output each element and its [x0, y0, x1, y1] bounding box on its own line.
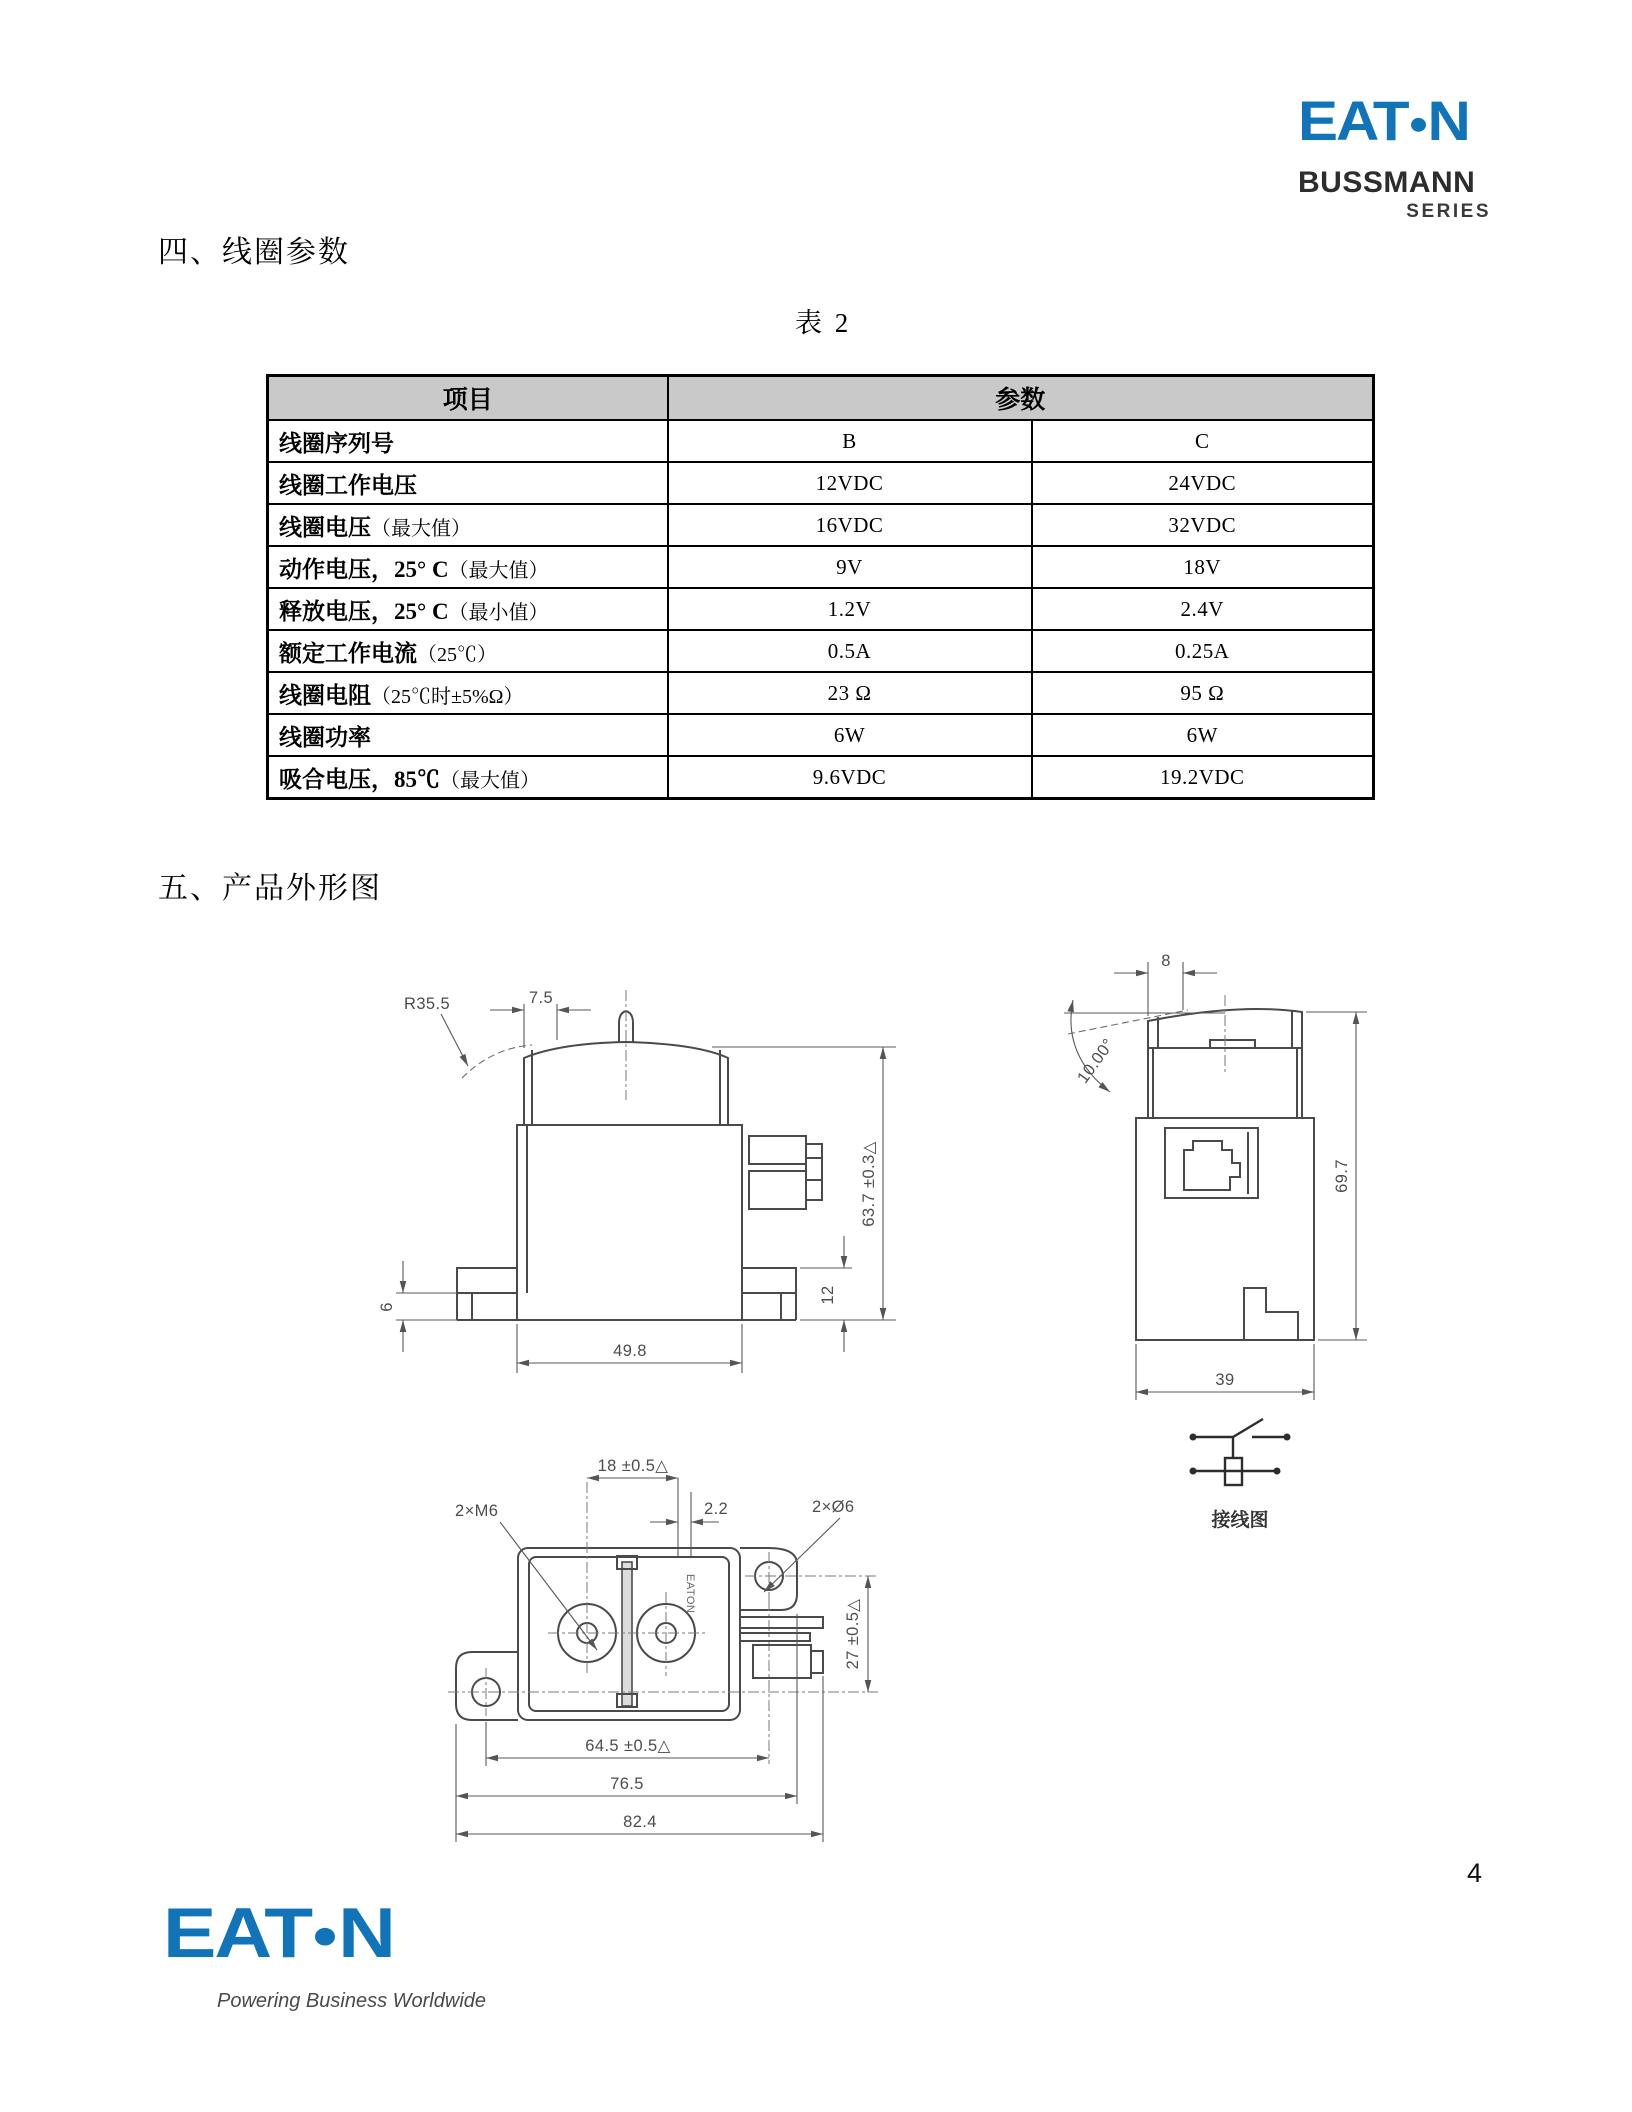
dim-hole: 2×Ø6 — [812, 1498, 855, 1516]
body-brand-mark: EATON — [684, 1574, 696, 1614]
dim-thread: 2×M6 — [455, 1502, 499, 1520]
value-cell-c: 19.2VDC — [1032, 756, 1374, 799]
dim-base-width: 39 — [1215, 1371, 1235, 1389]
table-caption: 表 2 — [795, 308, 852, 338]
table-row — [268, 546, 1374, 588]
value-cell-b: B — [668, 420, 1032, 462]
eaton-tagline: Powering Business Worldwide — [217, 1990, 487, 2012]
dim-height: 63.7 ±0.3△ — [860, 1141, 878, 1227]
value-cell-b: 6W — [668, 714, 1032, 756]
dim-total-span: 82.4 — [623, 1813, 657, 1831]
dim-foot-left: 6 — [378, 1302, 396, 1312]
table-row — [268, 588, 1374, 630]
front-view-drawing — [378, 989, 896, 1373]
bussmann-wordmark: BUSSMANN — [1298, 166, 1476, 199]
schematic-label: 接线图 — [1211, 1510, 1269, 1531]
product-outline-drawings — [330, 930, 1470, 1880]
eaton-logo-text-right: N — [338, 1893, 394, 1972]
value-cell-c: 32VDC — [1032, 504, 1374, 546]
dim-foot-right: 12 — [819, 1285, 837, 1305]
value-cell-b: 23 Ω — [668, 672, 1032, 714]
eaton-dot-icon — [315, 1928, 335, 1946]
eaton-logo-text-left: EAT — [1298, 90, 1408, 152]
value-cell-b: 0.5A — [668, 630, 1032, 672]
value-cell-c: 0.25A — [1032, 630, 1374, 672]
dim-pitch: 18 ±0.5△ — [597, 1457, 669, 1475]
table-row — [268, 672, 1374, 714]
table-row — [268, 630, 1374, 672]
dim-top-width: 7.5 — [528, 989, 554, 1007]
table-row — [268, 714, 1374, 756]
value-cell-b: 12VDC — [668, 462, 1032, 504]
col-header-param: 参数 — [668, 376, 1374, 421]
table-row — [268, 420, 1374, 462]
value-cell-c: 6W — [1032, 714, 1374, 756]
item-cell: 线圈功率 — [268, 714, 668, 756]
value-cell-b: 16VDC — [668, 504, 1032, 546]
dim-radius: R35.5 — [404, 995, 451, 1013]
table-header-row — [268, 376, 1374, 421]
eaton-logo-text-right: N — [1427, 90, 1469, 152]
eaton-dot-icon — [1411, 117, 1426, 131]
table-row — [268, 462, 1374, 504]
value-cell-c: C — [1032, 420, 1374, 462]
bottom-view-drawing — [448, 1457, 878, 1842]
dim-ear-span: 76.5 — [610, 1775, 644, 1793]
item-cell: 线圈电压（最大值） — [268, 504, 668, 546]
series-wordmark: SERIES — [1406, 201, 1491, 222]
eaton-footer-logo — [163, 1893, 493, 2013]
table-row — [268, 504, 1374, 546]
eaton-logo-text-left: EAT — [163, 1893, 312, 1972]
item-cell: 吸合电压，85℃（最大值） — [268, 756, 668, 799]
value-cell-c: 18V — [1032, 546, 1374, 588]
item-cell: 线圈电阻（25℃时±5%Ω） — [268, 672, 668, 714]
dim-gap: 2.2 — [704, 1500, 729, 1518]
value-cell-c: 95 Ω — [1032, 672, 1374, 714]
dim-angle: 10.00° — [1073, 1035, 1119, 1087]
dim-height: 69.7 — [1333, 1159, 1351, 1193]
value-cell-c: 24VDC — [1032, 462, 1374, 504]
section-coil-title: 四、线圈参数 — [158, 236, 350, 269]
item-cell: 动作电压，25° C（最大值） — [268, 546, 668, 588]
item-cell: 线圈序列号 — [268, 420, 668, 462]
eaton-logo — [163, 1893, 493, 1972]
eaton-logo — [1298, 90, 1493, 152]
wiring-schematic — [1190, 1419, 1291, 1531]
page-number: 4 — [1467, 1858, 1483, 1888]
value-cell-b: 9V — [668, 546, 1032, 588]
item-cell: 额定工作电流（25℃） — [268, 630, 668, 672]
value-cell-b: 9.6VDC — [668, 756, 1032, 799]
value-cell-b: 1.2V — [668, 588, 1032, 630]
col-header-item: 项目 — [268, 376, 668, 421]
item-cell: 线圈工作电压 — [268, 462, 668, 504]
dim-base-width: 49.8 — [613, 1342, 647, 1360]
dim-hole-span: 64.5 ±0.5△ — [585, 1737, 671, 1755]
dim-offset: 27 ±0.5△ — [844, 1598, 862, 1670]
item-cell: 释放电压，25° C（最小值） — [268, 588, 668, 630]
dim-top-width: 8 — [1161, 952, 1171, 970]
side-view-drawing — [1064, 952, 1367, 1400]
table-row — [268, 756, 1374, 799]
section-outline-title: 五、产品外形图 — [158, 872, 382, 905]
bussmann-series-logo — [1298, 90, 1493, 222]
coil-parameter-table — [266, 374, 1375, 800]
value-cell-c: 2.4V — [1032, 588, 1374, 630]
